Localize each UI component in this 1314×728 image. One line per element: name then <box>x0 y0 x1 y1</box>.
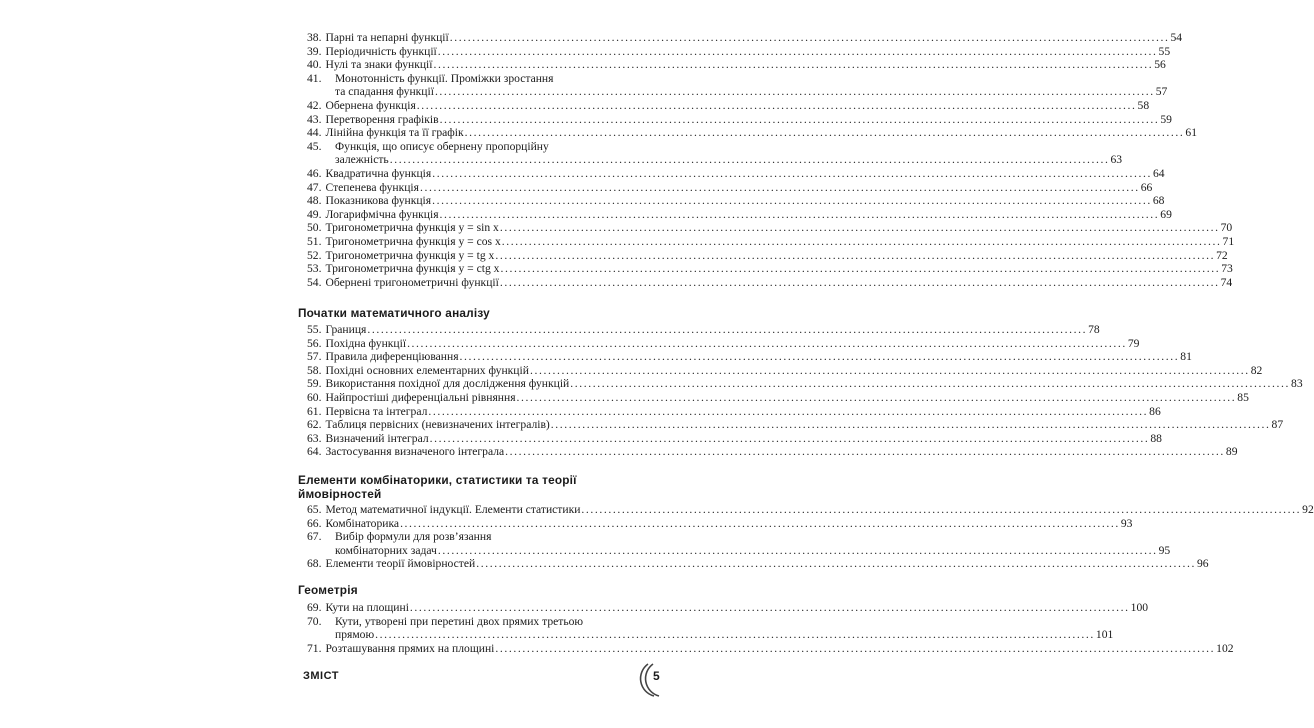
dot-leader: ................................................................................................................................................................ <box>389 153 1110 167</box>
toc-entry[interactable] <box>307 275 1233 289</box>
toc-entry[interactable] <box>307 180 1153 194</box>
toc-entry[interactable] <box>307 167 1165 180</box>
toc-entry-first-line[interactable] <box>307 530 491 543</box>
entry-number: 53. <box>307 262 322 276</box>
dot-leader: ................................................................................................................................................................ <box>419 180 1140 194</box>
dot-leader: ................................................................................................................................................................ <box>449 31 1170 44</box>
entry-title: Комбінаторика <box>325 516 400 530</box>
entry-page: 69 <box>1160 207 1172 221</box>
entry-title: Розташування прямих на площині <box>325 641 495 655</box>
dot-leader: ................................................................................................................................................................ <box>570 377 1291 391</box>
entry-number: 50. <box>307 221 322 235</box>
entry-page: 86 <box>1149 404 1161 418</box>
section-heading: Початки математичного аналізу <box>298 306 490 320</box>
dot-leader: ................................................................................................................................................................ <box>437 44 1158 58</box>
entry-title: Періодичність функції <box>325 44 437 58</box>
dot-leader: ................................................................................................................................................................ <box>501 235 1222 248</box>
dot-leader: ................................................................................................................................................................ <box>434 85 1155 99</box>
toc-entry[interactable] <box>307 445 1238 459</box>
toc-entry[interactable] <box>307 323 1100 336</box>
dot-leader: ................................................................................................................................................................ <box>505 445 1225 459</box>
dot-leader: ................................................................................................................................................................ <box>439 207 1160 221</box>
toc-entry[interactable] <box>335 85 1168 99</box>
entry-page: 66 <box>1140 180 1153 194</box>
entry-title: Логарифмічна функція <box>325 207 439 221</box>
entry-page: 54 <box>1170 31 1183 44</box>
dot-leader: ................................................................................................................................................................ <box>500 262 1221 276</box>
entry-number: 70. <box>307 614 322 628</box>
entry-page: 68 <box>1152 194 1165 208</box>
toc-entry[interactable] <box>307 503 1314 516</box>
entry-title: Застосування визначеного інтеграла <box>325 445 505 459</box>
entry-page: 72 <box>1216 248 1228 262</box>
entry-number: 54. <box>307 275 322 289</box>
section-heading: Геометрія <box>298 583 358 597</box>
entry-title: Елементи теорії ймовірностей <box>325 557 476 571</box>
entry-page: 58 <box>1137 99 1150 112</box>
dot-leader: ................................................................................................................................................................ <box>429 431 1150 445</box>
toc-entry[interactable] <box>307 262 1233 276</box>
toc-entry[interactable] <box>307 391 1249 404</box>
entry-number: 38. <box>307 31 322 44</box>
entry-page: 100 <box>1130 601 1149 614</box>
entry-number: 39. <box>307 44 322 58</box>
entry-page: 71 <box>1222 235 1235 248</box>
entry-title: Таблиця первісних (невизначених інтегралів) <box>325 418 550 432</box>
entry-title: Парні та непарні функції <box>325 31 449 44</box>
entry-title: Степенева функція <box>325 180 419 194</box>
dot-leader: ................................................................................................................................................................ <box>516 391 1237 404</box>
entry-number: 47. <box>307 180 322 194</box>
entry-title: Тригонометрична функція y = cos x <box>325 235 501 248</box>
toc-entry-first-line[interactable] <box>307 615 583 628</box>
dot-leader: ................................................................................................................................................................ <box>476 557 1196 571</box>
dot-leader: ................................................................................................................................................................ <box>581 503 1302 516</box>
entry-page: 56 <box>1154 58 1166 72</box>
entry-title: Використання похідної для дослідження функцій <box>325 377 570 391</box>
entry-number: 42. <box>307 99 322 112</box>
toc-entry[interactable] <box>307 431 1162 445</box>
entry-number: 55. <box>307 323 322 336</box>
entry-page: 57 <box>1155 85 1168 99</box>
entry-page: 73 <box>1221 262 1233 276</box>
entry-number: 43. <box>307 112 322 126</box>
toc-entry[interactable] <box>307 31 1183 44</box>
entry-page: 61 <box>1185 126 1197 140</box>
dot-leader: ................................................................................................................................................................ <box>459 350 1180 364</box>
footer-arc-ornament <box>632 660 672 700</box>
entry-title: Кути, утворені при перетині двох прямих третьою <box>335 614 584 628</box>
dot-leader: ................................................................................................................................................................ <box>439 112 1160 126</box>
entry-title: Визначений інтеграл <box>325 431 429 445</box>
entry-number: 40. <box>307 58 322 72</box>
entry-title: Первісна та інтеграл <box>325 404 428 418</box>
entry-number: 62. <box>307 418 322 432</box>
toc-entry[interactable] <box>307 363 1263 377</box>
entry-page: 59 <box>1160 112 1172 126</box>
toc-entry[interactable] <box>307 248 1228 262</box>
toc-entry[interactable] <box>307 194 1165 208</box>
entry-number: 44. <box>307 126 322 140</box>
toc-entry[interactable] <box>307 207 1172 221</box>
entry-page: 70 <box>1220 221 1233 235</box>
entry-number: 63. <box>307 431 322 445</box>
entry-number: 60. <box>307 391 322 404</box>
toc-entry[interactable] <box>307 58 1166 72</box>
entry-number: 45. <box>307 139 322 153</box>
entry-title: комбінаторних задач <box>335 543 437 557</box>
entry-number: 51. <box>307 235 322 248</box>
entry-page: 101 <box>1095 628 1114 642</box>
entry-page: 88 <box>1150 431 1162 445</box>
dot-leader: ................................................................................................................................................................ <box>407 336 1127 350</box>
entry-title: Обернена функція <box>325 99 416 112</box>
entry-number: 66. <box>307 516 322 530</box>
toc-entry-first-line[interactable] <box>307 72 553 85</box>
toc-entry[interactable] <box>307 418 1284 432</box>
dot-leader: ................................................................................................................................................................ <box>499 221 1220 235</box>
entry-page: 82 <box>1250 363 1263 377</box>
entry-page: 85 <box>1237 391 1249 404</box>
dot-leader: ................................................................................................................................................................ <box>529 363 1250 377</box>
dot-leader: ................................................................................................................................................................ <box>367 323 1088 336</box>
entry-title: Похідні основних елементарних функцій <box>325 363 529 377</box>
entry-number: 56. <box>307 336 322 350</box>
entry-title: Похідна функції <box>325 336 407 350</box>
toc-entry[interactable] <box>335 153 1123 167</box>
entry-page: 64 <box>1152 167 1165 180</box>
entry-title: Показникова функція <box>325 194 432 208</box>
entry-page: 95 <box>1158 543 1171 557</box>
entry-title: та спадання функції <box>335 85 434 99</box>
dot-leader: ................................................................................................................................................................ <box>550 418 1271 432</box>
entry-number: 57. <box>307 350 322 364</box>
entry-number: 64. <box>307 445 322 459</box>
footer-page-number: 5 <box>653 669 660 683</box>
dot-leader: ................................................................................................................................................................ <box>416 99 1137 112</box>
toc-entry[interactable] <box>307 350 1192 364</box>
entry-title: Вибір формули для розв’язання <box>335 530 492 544</box>
entry-page: 93 <box>1120 516 1133 530</box>
entry-page: 74 <box>1220 275 1233 289</box>
entry-page: 79 <box>1127 336 1140 350</box>
dot-leader: ................................................................................................................................................................ <box>400 516 1120 530</box>
entry-title: Правила диференціювання <box>325 350 459 364</box>
entry-page: 92 <box>1302 503 1314 516</box>
toc-entry[interactable] <box>307 336 1140 350</box>
dot-leader: ................................................................................................................................................................ <box>464 126 1185 140</box>
toc-entry[interactable] <box>307 641 1234 655</box>
dot-leader: ................................................................................................................................................................ <box>495 641 1216 655</box>
dot-leader: ................................................................................................................................................................ <box>428 404 1149 418</box>
entry-title: Тригонометрична функція y = tg x <box>325 248 495 262</box>
entry-title: прямою <box>335 628 375 642</box>
toc-entry[interactable] <box>307 112 1172 126</box>
entry-page: 63 <box>1110 153 1123 167</box>
dot-leader: ................................................................................................................................................................ <box>437 543 1158 557</box>
entry-page: 89 <box>1225 445 1238 459</box>
entry-page: 78 <box>1088 323 1100 336</box>
entry-title: Тригонометрична функція y = ctg x <box>325 262 500 276</box>
entry-number: 69. <box>307 601 322 614</box>
toc-entry[interactable] <box>335 628 1114 642</box>
entry-number: 59. <box>307 377 322 391</box>
entry-title: Границя <box>325 323 367 336</box>
entry-title: Функція, що описує обернену пропорційну <box>335 139 549 153</box>
entry-title: залежність <box>335 153 389 167</box>
dot-leader: ................................................................................................................................................................ <box>432 194 1152 208</box>
entry-page: 83 <box>1291 377 1303 391</box>
toc-entry[interactable] <box>307 404 1161 418</box>
entry-title: Лінійна функція та її графік <box>325 126 464 140</box>
toc-entry[interactable] <box>307 235 1235 248</box>
toc-entry[interactable] <box>307 44 1171 58</box>
toc-entry[interactable] <box>307 557 1209 571</box>
toc-entry[interactable] <box>307 516 1133 530</box>
dot-leader: ................................................................................................................................................................ <box>495 248 1216 262</box>
entry-page: 55 <box>1158 44 1171 58</box>
entry-number: 48. <box>307 194 322 208</box>
entry-page: 81 <box>1180 350 1192 364</box>
entry-page: 87 <box>1271 418 1284 432</box>
footer-section-label: ЗМІСТ <box>303 670 339 682</box>
entry-title: Тригонометрична функція y = sin x <box>325 221 499 235</box>
entry-title: Монотонність функції. Проміжки зростання <box>335 71 554 85</box>
entry-page: 96 <box>1196 557 1209 571</box>
entry-number: 61. <box>307 404 322 418</box>
toc-entry[interactable] <box>307 377 1303 391</box>
section-heading: Елементи комбінаторики, статистики та теорії ймовірностей <box>298 473 577 501</box>
entry-number: 67. <box>307 530 322 544</box>
toc-entry-first-line[interactable] <box>307 140 549 153</box>
dot-leader: ................................................................................................................................................................ <box>409 601 1130 614</box>
entry-number: 41. <box>307 71 322 85</box>
entry-number: 65. <box>307 503 322 516</box>
entry-number: 71. <box>307 641 322 655</box>
entry-title: Обернені тригонометричні функції <box>325 275 499 289</box>
entry-number: 58. <box>307 363 322 377</box>
entry-number: 68. <box>307 557 322 571</box>
entry-title: Квадратична функція <box>325 167 432 180</box>
entry-number: 52. <box>307 248 322 262</box>
entry-title: Метод математичної індукції. Елементи статистики <box>325 503 581 516</box>
toc-entry[interactable] <box>307 601 1149 614</box>
toc-entry[interactable] <box>307 221 1233 235</box>
dot-leader: ................................................................................................................................................................ <box>432 167 1152 180</box>
entry-number: 46. <box>307 167 322 180</box>
entry-title: Нулі та знаки функції <box>325 58 433 72</box>
dot-leader: ................................................................................................................................................................ <box>433 58 1154 72</box>
toc-entry[interactable] <box>307 99 1150 112</box>
entry-title: Найпростіші диференціальні рівняння <box>325 391 516 404</box>
dot-leader: ................................................................................................................................................................ <box>375 628 1095 642</box>
entry-title: Перетворення графіків <box>325 112 439 126</box>
toc-entry[interactable] <box>335 543 1171 557</box>
entry-title: Кути на площині <box>325 601 409 614</box>
dot-leader: ................................................................................................................................................................ <box>499 275 1220 289</box>
toc-entry[interactable] <box>307 126 1197 140</box>
entry-page: 102 <box>1216 641 1234 655</box>
entry-number: 49. <box>307 207 322 221</box>
